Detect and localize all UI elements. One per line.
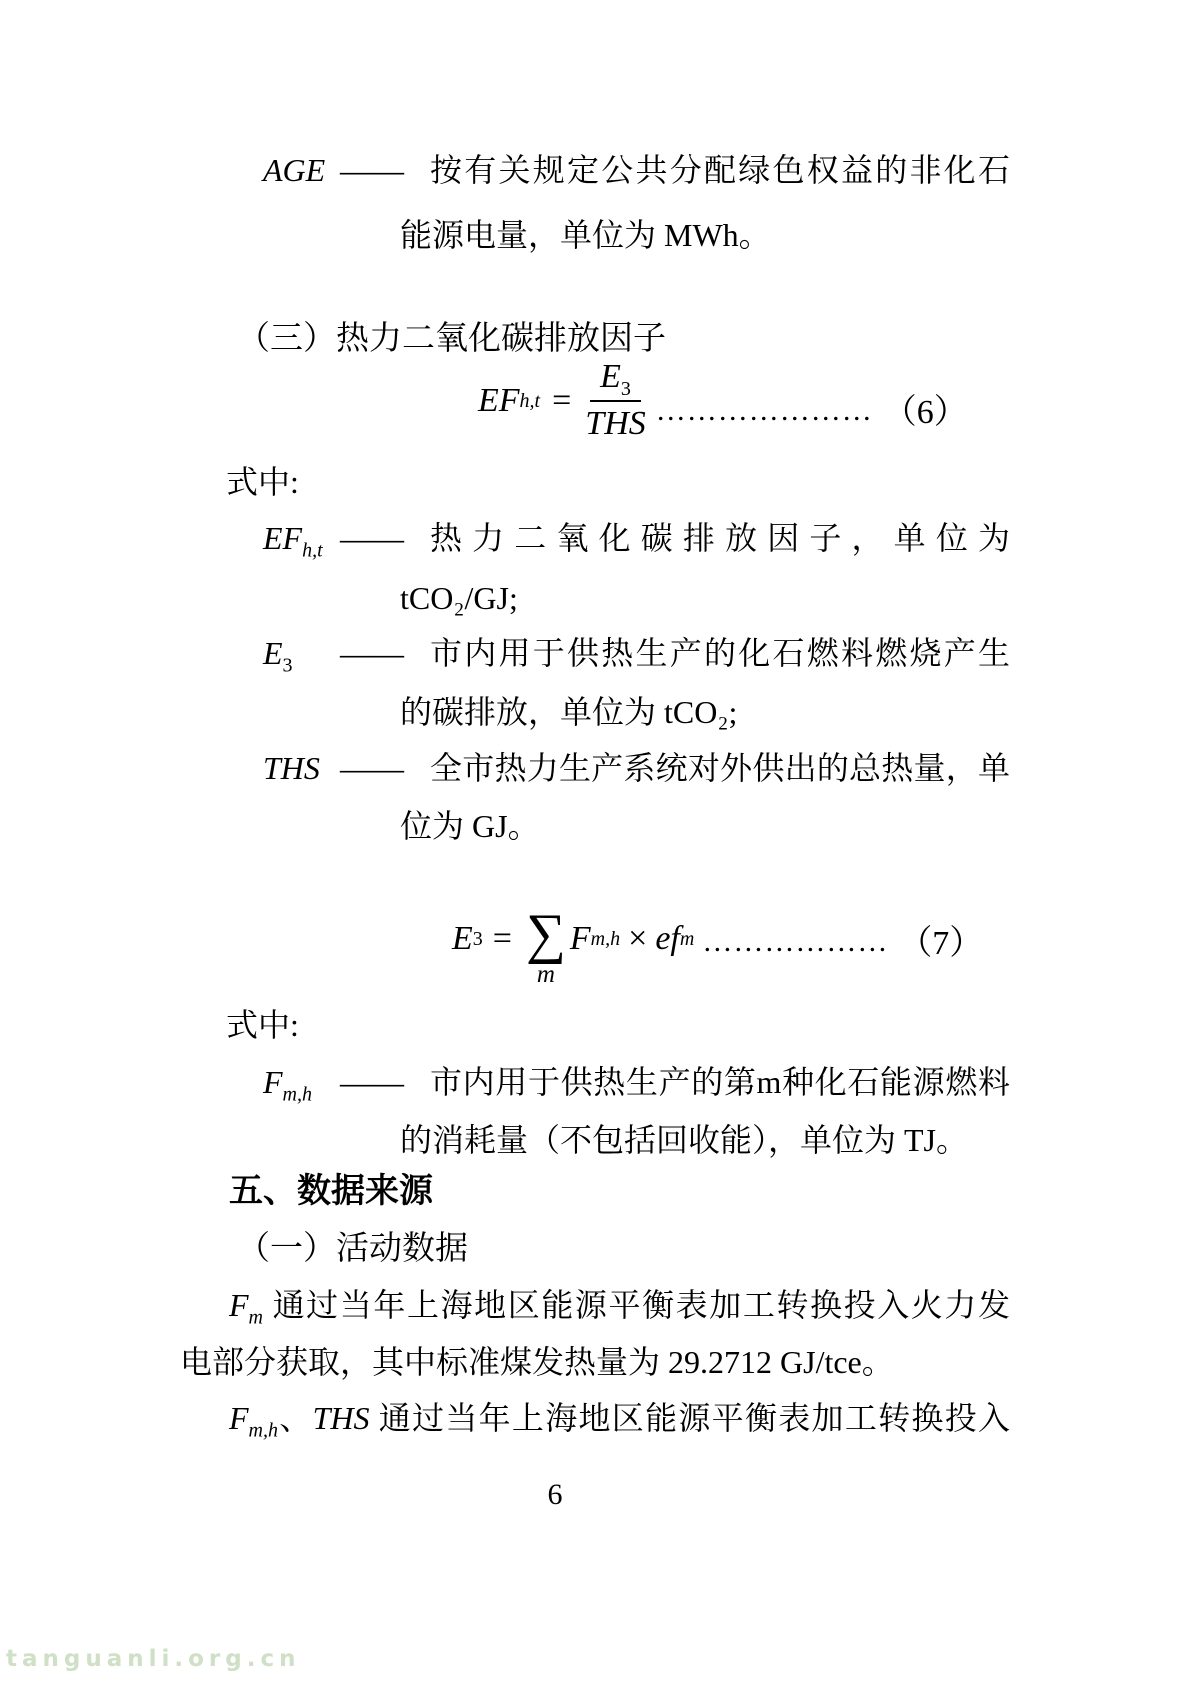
definition-fmh-text-2: 的消耗量（不包括回收能），单位为 TJ。 [400,1122,969,1158]
paragraph-fmh-ths-text: 通过当年上海地区能源平衡表加工转换投入 [378,1400,1010,1436]
definition-dash: —— [340,635,404,671]
where-label-1: 式中: [226,464,299,500]
formula-7-lhs: E [452,920,473,957]
definition-row-ef [263,518,1010,560]
definition-age-text-2: 能源电量，单位为 MWh。 [400,217,771,253]
definition-row-ths [263,748,1010,790]
term-e3 [263,633,293,677]
equals-sign: = [552,382,572,419]
term-e3-sub: 3 [282,654,293,677]
term-fmh [263,1062,312,1106]
multiply-sign: × [628,920,648,957]
numerator-var: E [600,358,621,395]
definition-row-fmh [263,1062,1010,1104]
section-heading-data-source: 五、数据来源 [229,1172,433,1210]
formula-7-ef: ef [655,920,680,957]
definition-dash: —— [340,750,404,786]
term-ef-sub: h,t [302,539,323,562]
definition-ef-text-2: tCO₂/GJ; [400,580,518,616]
page-number: 6 [547,1478,563,1511]
paragraph-fm-text-2: 电部分获取，其中标准煤发热量为 29.2712 GJ/tce。 [180,1344,894,1380]
term-fm [229,1287,263,1329]
sigma-index: m [536,961,555,988]
definition-ths-text-2: 位为 GJ。 [400,808,540,844]
enum-comma: 、 [278,1400,313,1436]
formula-6: EF h,t = $\frac{E_3}{\text{THS}}$ ………………… （6） [478,356,968,446]
definition-ths-text: 全市热力生产系统对外供出的总热量，单 [430,750,1010,786]
definition-row-age [263,150,1010,192]
paragraph-fmh-ths-source [229,1398,1010,1442]
formula-7-number: （7） [898,925,984,962]
formula-7-f: F [569,920,591,957]
paragraph-fm-text: 通过当年上海地区能源平衡表加工转换投入火力发 [272,1287,1010,1323]
formula-6-number: （6） [882,394,968,431]
fraction-denominator: THS [585,405,646,442]
formula-6-dots: ………………… [655,394,873,427]
definition-e3-text-2: 的碳排放，单位为 tCO₂; [400,694,738,730]
sigma-symbol: ∑ [525,903,566,965]
numerator-sub: 3 [620,377,631,400]
formula-6-lhs: EF [478,382,520,419]
formula-7: E 3 = ∑ m F m,h × ef m ……………… （7） [452,903,984,988]
definition-age-text: 按有关规定公共分配绿色权益的非化石 [430,152,1010,188]
term-fm-sub: m [248,1306,263,1329]
definition-dash: —— [340,152,404,188]
formula-7-dots: ……………… [702,925,889,958]
fraction [583,356,647,446]
term-fm-base: F [229,1287,249,1323]
term-ef [263,518,323,562]
term-fmh-2-sub: m,h [248,1419,278,1442]
paragraph-fm-source [229,1285,1010,1329]
definition-row-e3 [263,633,1010,675]
equals-sign: = [492,920,512,957]
definition-fmh-text: 市内用于供热生产的第m种化石能源燃料 [430,1064,1010,1100]
fraction-numerator [590,356,641,402]
where-label-2: 式中: [226,1007,299,1043]
section-heading-heat-factor: （三）热力二氧化碳排放因子 [237,321,666,357]
summation [525,903,566,988]
term-fmh-2-base: F [229,1400,249,1436]
definition-ef-text: 热力二氧化碳排放因子，单位为 [430,520,1010,556]
term-ef-base: EF [263,520,303,556]
definition-dash: —— [340,520,404,556]
term-e3-base: E [263,635,283,671]
term-fmh-2 [229,1400,278,1442]
definition-e3-text: 市内用于供热生产的化石燃料燃烧产生 [430,635,1010,671]
term-fmh-base: F [263,1064,283,1100]
watermark: tanguanli.org.cn [6,1646,301,1672]
definition-dash: —— [340,1064,404,1100]
term-ths: THS [263,750,320,786]
term-fmh-sub: m,h [282,1083,312,1106]
term-age: AGE [263,152,326,188]
term-ths-2: THS [312,1400,370,1436]
subsection-heading-activity-data: （一）活动数据 [237,1231,468,1267]
